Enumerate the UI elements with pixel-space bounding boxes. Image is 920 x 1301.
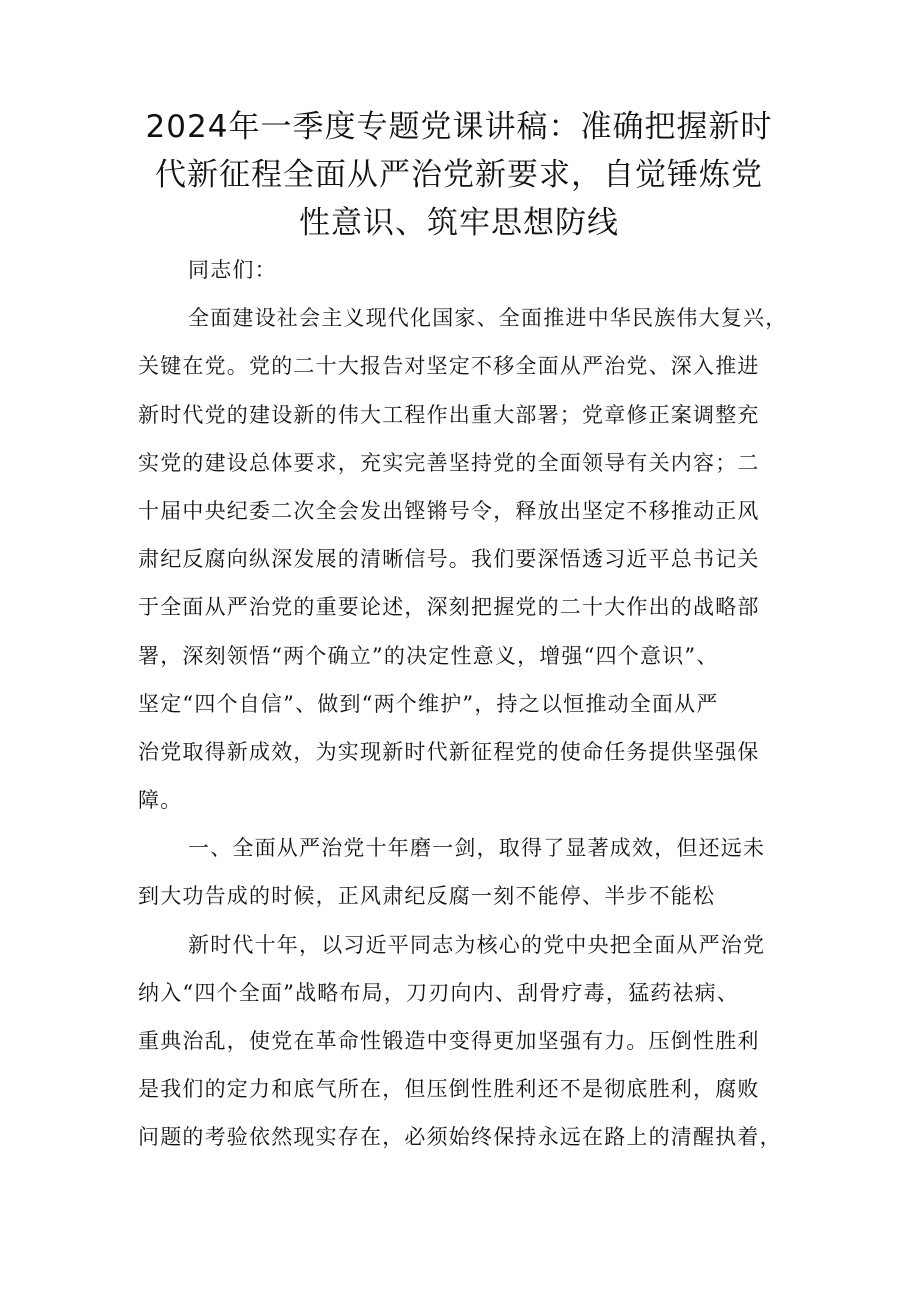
document-title <box>138 103 780 247</box>
text-line: 关键在党。党的二十大报告对坚定不移全面从严治党、深入推进 <box>138 354 760 379</box>
title-line: 性意识、筑牢思想防线 <box>299 205 619 241</box>
text-line: 新时代党的建设新的伟大工程作出重大部署；党章修正案调整充 <box>138 402 760 427</box>
text-line: 新时代十年，以习近平同志为核心的党中央把全面从严治党 <box>188 932 766 957</box>
paragraph-section-1 <box>138 921 788 1162</box>
text-line: 重典治乱，使党在革命性锻造中变得更加坚强有力。压倒性胜利 <box>138 1029 760 1053</box>
text-line: 肃纪反腐向纵深发展的清晰信号。我们要深悟透习近平总书记关 <box>138 547 760 572</box>
text-line: 治党取得新成效，为实现新时代新征程党的使命任务提供坚强保 <box>138 739 760 764</box>
paragraph-intro <box>138 294 788 824</box>
text-line: 是我们的定力和底气所在，但压倒性胜利还不是彻底胜利，腐败 <box>138 1077 760 1102</box>
heading-line: 一、全面从严治党十年磨一剑，取得了显著成效，但还远未 <box>188 836 766 861</box>
text-line: 于全面从严治党的重要论述，深刻把握党的二十大作出的战略部 <box>138 595 760 620</box>
text-line: 障。 <box>138 788 183 813</box>
text-line: 实党的建设总体要求，充实完善坚持党的全面领导有关内容；二 <box>138 450 760 475</box>
text-line: 坚定“四个自信”、做到“两个维护”，持之以恒推动全面从严 <box>138 691 719 716</box>
title-line: 代新征程全面从严治党新要求，自觉锤炼党 <box>155 157 763 193</box>
title-line: 2024年一季度专题党课讲稿：准确把握新时 <box>145 109 773 145</box>
text-line: 署，深刻领悟“两个确立”的决定性意义，增强“四个意识”、 <box>138 643 719 668</box>
salutation: 同志们： <box>188 258 277 282</box>
text-line: 十届中央纪委二次全会发出铿锵号令，释放出坚定不移推动正风 <box>138 498 760 523</box>
text-line: 问题的考验依然现实存在，必须始终保持永远在路上的清醒执着， <box>138 1125 782 1150</box>
document-body <box>138 246 788 1162</box>
text-line: 全面建设社会主义现代化国家、全面推进中华民族伟大复兴， <box>188 306 788 331</box>
text-line: 纳入“四个全面”战略布局，刀刃向内、刮骨疗毒，猛药祛病、 <box>138 980 740 1005</box>
heading-line: 到大功告成的时候，正风肃纪反腐一刻不能停、半步不能松 <box>138 884 716 909</box>
section-heading-1 <box>138 824 788 920</box>
